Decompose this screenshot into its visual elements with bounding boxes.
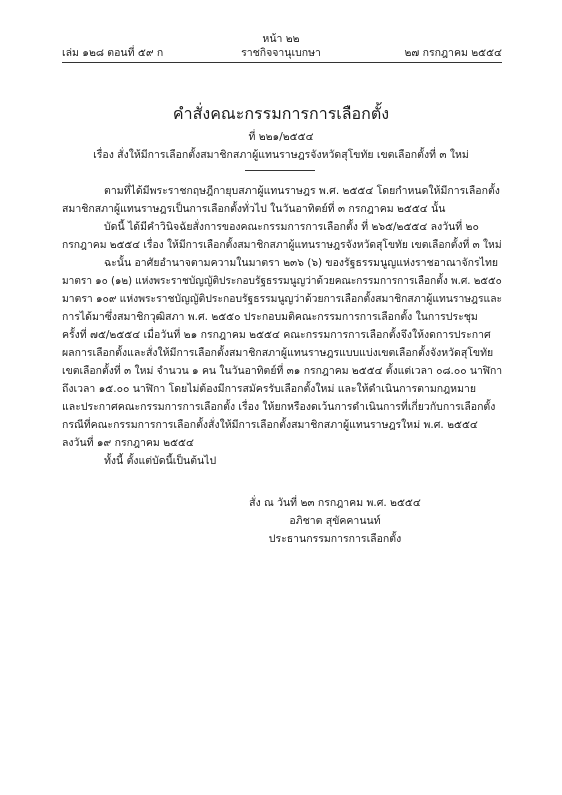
header-divider (62, 62, 502, 63)
body-line: กรกฎาคม ๒๕๕๔ เรื่อง ให้มีการเลือกตั้งสมาชิกสภาผู้แทนราษฎรจังหวัดสุโขทัย เขตเลือกตั้งที่ ๓ ใหม่ (62, 239, 502, 251)
body-line: ลงวันที่ ๑๙ กรกฎาคม ๒๕๕๔ (62, 437, 194, 449)
body-line: มาตรา ๑๐๙ แห่งพระราชบัญญัติประกอบรัฐธรรมนูญว่าด้วยการเลือกตั้งสมาชิกสภาผู้แทนราษฎรและ (62, 293, 503, 305)
order-number: ที่ ๒๒๑/๒๕๕๔ (248, 131, 314, 143)
publication-name: ราชกิจจานุเบกษา (241, 47, 321, 59)
page-number: หน้า ๒๒ (262, 33, 300, 45)
body-line: ถึงเวลา ๑๕.๐๐ นาฬิกา โดยไม่ต้องมีการสมัครรับเลือกตั้งใหม่ และให้ดำเนินการตามกฎหมาย (62, 383, 477, 395)
body-line: ฉะนั้น อาศัยอำนาจตามความในมาตรา ๒๓๖ (๖) ของรัฐธรรมนูญแห่งราชอาณาจักรไทย (104, 257, 499, 269)
volume-issue: เล่ม ๑๒๘ ตอนที่ ๕๙ ก (62, 47, 164, 59)
body-line: เขตเลือกตั้งที่ ๓ ใหม่ จำนวน ๑ คน ในวันอาทิตย์ที่ ๓๑ กรกฎาคม ๒๕๕๔ ตั้งแต่เวลา ๐๘.๐๐ นาฬิกา (62, 365, 503, 377)
title-divider (245, 170, 315, 171)
body-line: ผลการเลือกตั้งและสั่งให้มีการเลือกตั้งสมาชิกสภาผู้แทนราษฎรแบบแบ่งเขตเลือกตั้งจังหวัดสุโขทัย (62, 347, 494, 359)
publication-date: ๒๗ กรกฎาคม ๒๕๕๔ (404, 47, 502, 59)
body-line: ทั้งนี้ ตั้งแต่บัดนี้เป็นต้นไป (104, 455, 217, 467)
body-line: ตามที่ได้มีพระราชกฤษฎีกายุบสภาผู้แทนราษฎร พ.ศ. ๒๕๕๔ โดยกำหนดให้มีการเลือกตั้ง (104, 185, 500, 197)
body-line: สมาชิกสภาผู้แทนราษฎรเป็นการเลือกตั้งทั่วไป ในวันอาทิตย์ที่ ๓ กรกฎาคม ๒๕๕๔ นั้น (62, 203, 446, 215)
body-line: บัดนี้ ได้มีคำวินิจฉัยสั่งการของคณะกรรมการการเลือกตั้ง ที่ ๒๖๕/๒๕๕๔ ลงวันที่ ๒๐ (104, 221, 479, 233)
body-line: กรณีที่คณะกรรมการการเลือกตั้งสั่งให้มีการเลือกตั้งสมาชิกสภาผู้แทนราษฎรใหม่ พ.ศ. ๒๕๕๔ (62, 419, 478, 431)
signatory-name: อภิชาต สุขัคคานนท์ (289, 515, 381, 527)
signatory-position: ประธานกรรมการการเลือกตั้ง (268, 533, 402, 545)
document-subject: เรื่อง สั่งให้มีการเลือกตั้งสมาชิกสภาผู้แทนราษฎรจังหวัดสุโขทัย เขตเลือกตั้งที่ ๓ ใหม่ (93, 149, 469, 161)
signature-date: สั่ง ณ วันที่ ๒๓ กรกฎาคม พ.ศ. ๒๕๕๔ (249, 497, 421, 509)
body-line: มาตรา ๑๐ (๑๒) แห่งพระราชบัญญัติประกอบรัฐธรรมนูญว่าด้วยคณะกรรมการการเลือกตั้ง พ.ศ. ๒๕๕๐ (62, 275, 502, 287)
body-line: ครั้งที่ ๗๕/๒๕๕๔ เมื่อวันที่ ๒๑ กรกฎาคม ๒๕๕๔ คณะกรรมการการเลือกตั้งจึงให้งดการประกาศ (62, 329, 491, 341)
body-line: และประกาศคณะกรรมการการเลือกตั้ง เรื่อง ให้ยกหรืองดเว้นการดำเนินการที่เกี่ยวกับการเลือกตั้ง (62, 401, 496, 413)
document-title: คำสั่งคณะกรรมการการเลือกตั้ง (172, 104, 390, 123)
body-line: การได้มาซึ่งสมาชิกวุฒิสภา พ.ศ. ๒๕๕๐ ประกอบมติคณะกรรมการการเลือกตั้ง ในการประชุม (62, 311, 478, 323)
